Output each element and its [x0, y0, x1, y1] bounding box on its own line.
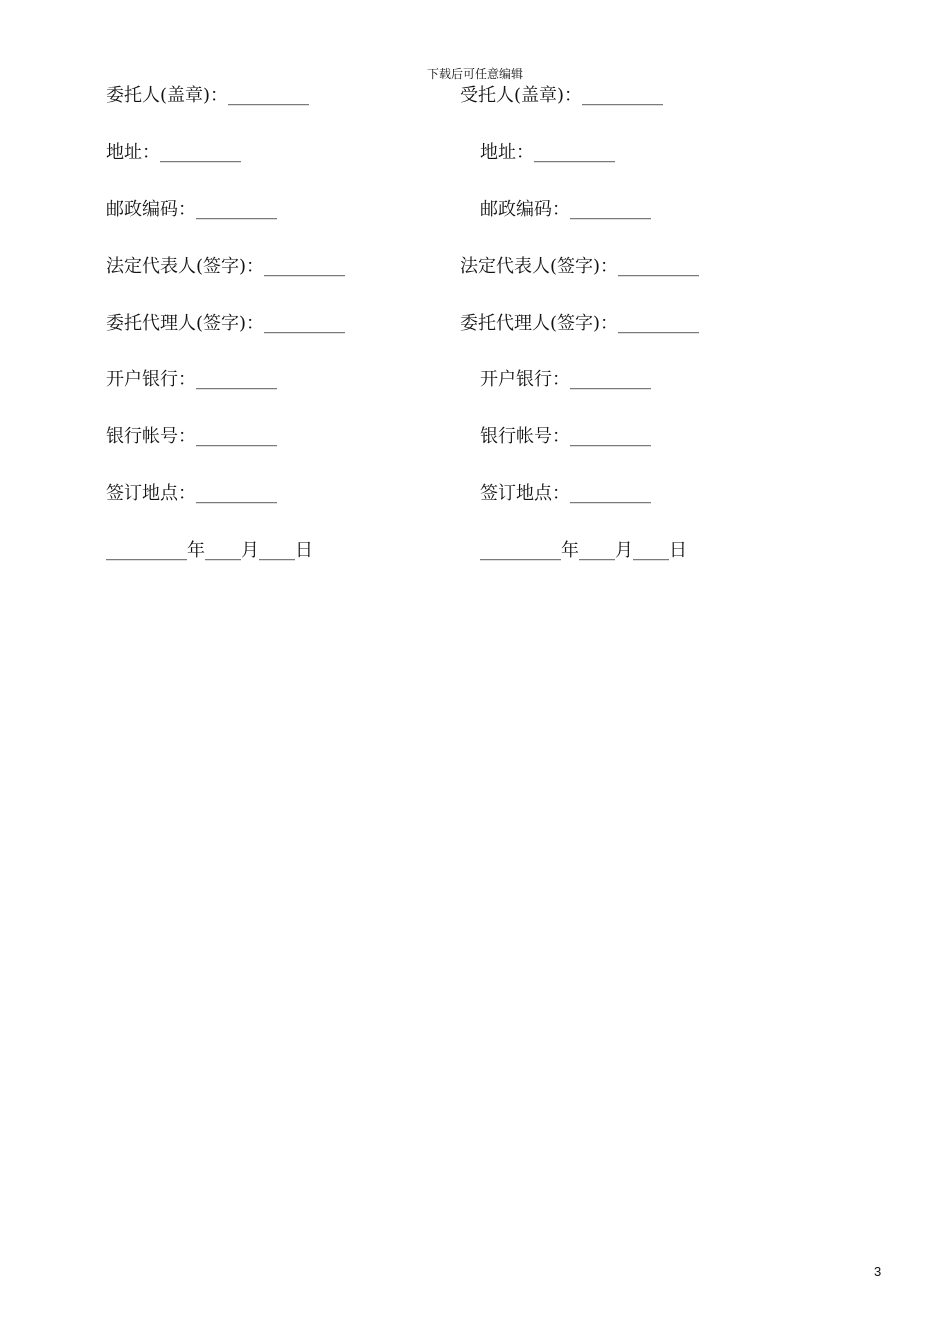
- left-address-field: 地址：_________: [106, 142, 241, 163]
- page-number: 3: [874, 1264, 882, 1279]
- left-date-field: _________年____月____日: [106, 540, 313, 561]
- left-agent-field: 委托代理人(签字)：_________: [106, 313, 346, 334]
- right-postcode-field: 邮政编码：_________: [480, 199, 651, 220]
- right-bank-field: 开户银行：_________: [480, 369, 651, 390]
- header-note: 下载后可任意编辑: [426, 67, 523, 81]
- right-agent-field: 委托代理人(签字)：_________: [460, 313, 700, 334]
- left-postcode-field: 邮政编码：_________: [106, 199, 277, 220]
- left-bank-field: 开户银行：_________: [106, 369, 277, 390]
- left-place-field: 签订地点：_________: [106, 483, 277, 504]
- right-account-field: 银行帐号：_________: [480, 426, 651, 447]
- left-legal-rep-field: 法定代表人(签字)：_________: [106, 256, 346, 277]
- left-client-field: 委托人(盖章)：_________: [106, 85, 310, 106]
- right-address-field: 地址：_________: [480, 142, 615, 163]
- right-place-field: 签订地点：_________: [480, 483, 651, 504]
- right-trustee-field: 受托人(盖章)：_________: [460, 85, 664, 106]
- right-legal-rep-field: 法定代表人(签字)：_________: [460, 256, 700, 277]
- left-account-field: 银行帐号：_________: [106, 426, 277, 447]
- right-date-field: _________年____月____日: [480, 540, 687, 561]
